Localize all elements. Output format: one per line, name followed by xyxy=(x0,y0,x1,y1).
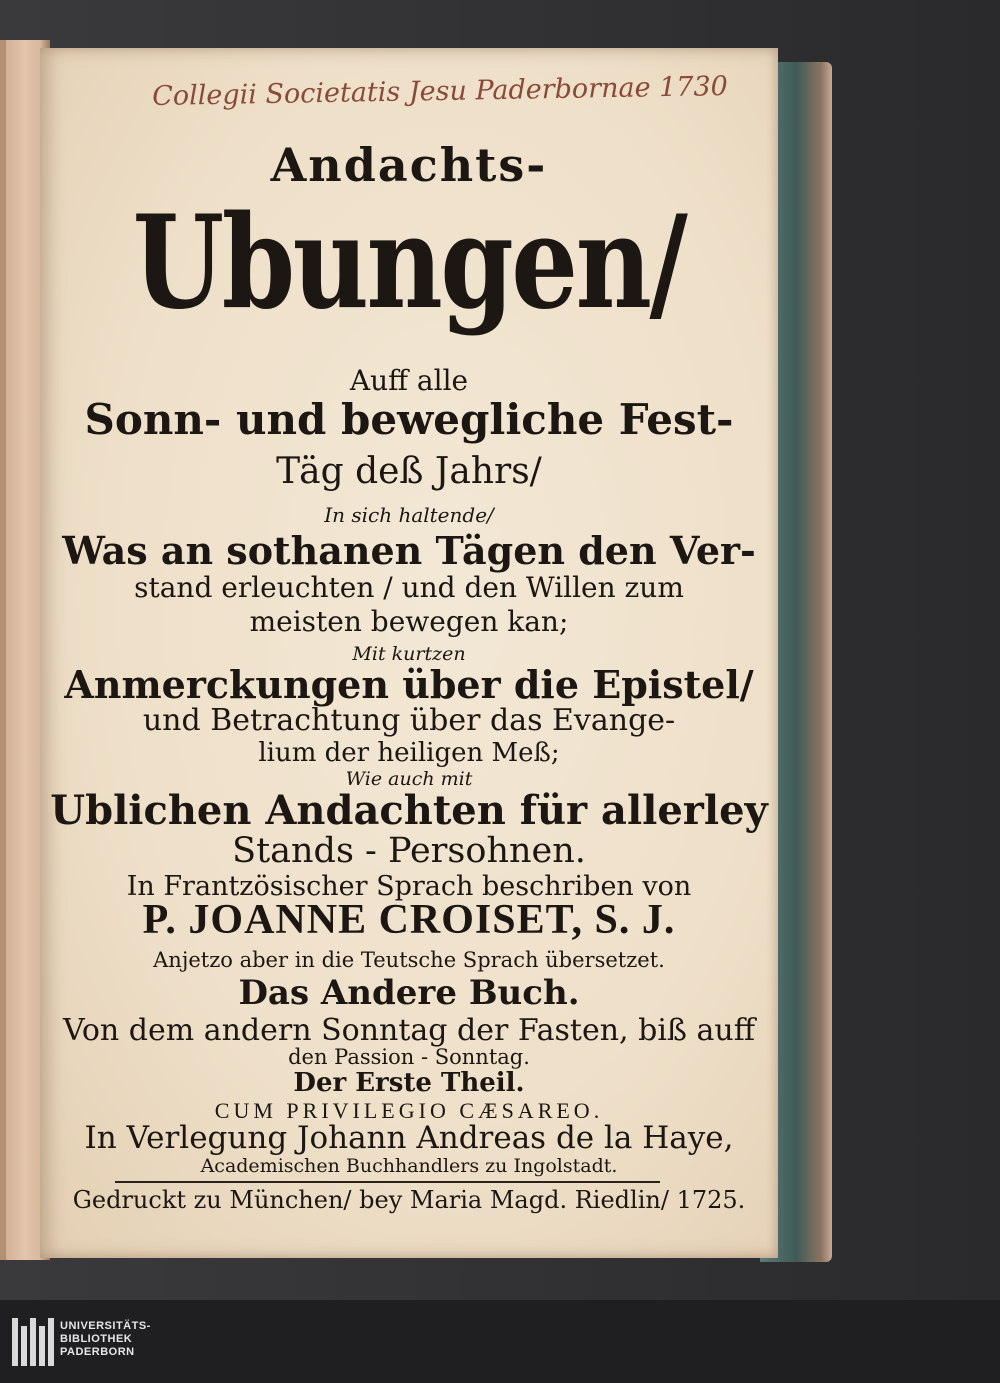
text-line: lium der heiligen Meß; xyxy=(258,738,560,768)
handwritten-ownership-note: Collegii Societatis Jesu Paderbornae 1730 xyxy=(151,70,729,113)
title-line-1: Andachts- xyxy=(270,138,548,192)
title-line-2: Ubungen/ xyxy=(132,188,686,338)
imprint-line: Gedruckt zu München/ bey Maria Magd. Riedlin/ 1725. xyxy=(72,1186,746,1214)
text-line: Wie auch mit xyxy=(345,768,473,790)
text-line: Ublichen Andachten für allerley xyxy=(50,787,768,834)
text-line: meisten bewegen kan; xyxy=(249,605,569,638)
text-line: und Betrachtung über das Evange- xyxy=(142,703,676,738)
text-line: In sich haltende/ xyxy=(324,503,494,527)
text-line: stand erleuchten / und den Willen zum xyxy=(134,571,684,604)
left-page-margin xyxy=(0,40,6,1260)
library-name-line: UNIVERSITÄTS- xyxy=(60,1320,151,1332)
publisher-line-2: Academischen Buchhandlers zu Ingolstadt. xyxy=(200,1155,618,1177)
text-line: Was an sothanen Tägen den Ver- xyxy=(62,528,756,573)
university-library-logo-icon xyxy=(12,1318,54,1366)
publisher-line: In Verlegung Johann Andreas de la Haye, xyxy=(84,1120,734,1156)
text-line: Der Erste Theil. xyxy=(293,1068,525,1098)
privilege-line: CUM PRIVILEGIO CÆSAREO. xyxy=(214,1098,604,1123)
text-line: Mit kurtzen xyxy=(352,643,466,665)
text-line: Auff alle xyxy=(349,364,469,397)
text-line: Stands - Persohnen. xyxy=(232,831,586,871)
text-line: Sonn- und bewegliche Fest- xyxy=(84,395,734,444)
text-line: In Frantzösischer Sprach beschriben von xyxy=(126,871,692,902)
text-line: Anmerckungen über die Epistel/ xyxy=(64,662,754,707)
author-name: P. JOANNE CROISET, S. J. xyxy=(142,897,676,943)
text-line: Von dem andern Sonntag der Fasten, biß auff xyxy=(62,1013,756,1048)
title-page xyxy=(40,48,778,1258)
library-name-line: PADERBORN xyxy=(60,1346,135,1358)
library-name-line: BIBLIOTHEK xyxy=(60,1333,133,1345)
text-line: Anjetzo aber in die Teutsche Sprach übersetzet. xyxy=(153,948,665,972)
library-name xyxy=(60,1320,151,1359)
text-line: den Passion - Sonntag. xyxy=(288,1045,530,1069)
imprint-divider xyxy=(115,1181,660,1183)
text-line: Das Andere Buch. xyxy=(238,973,580,1013)
text-line: Täg deß Jahrs/ xyxy=(276,451,542,492)
